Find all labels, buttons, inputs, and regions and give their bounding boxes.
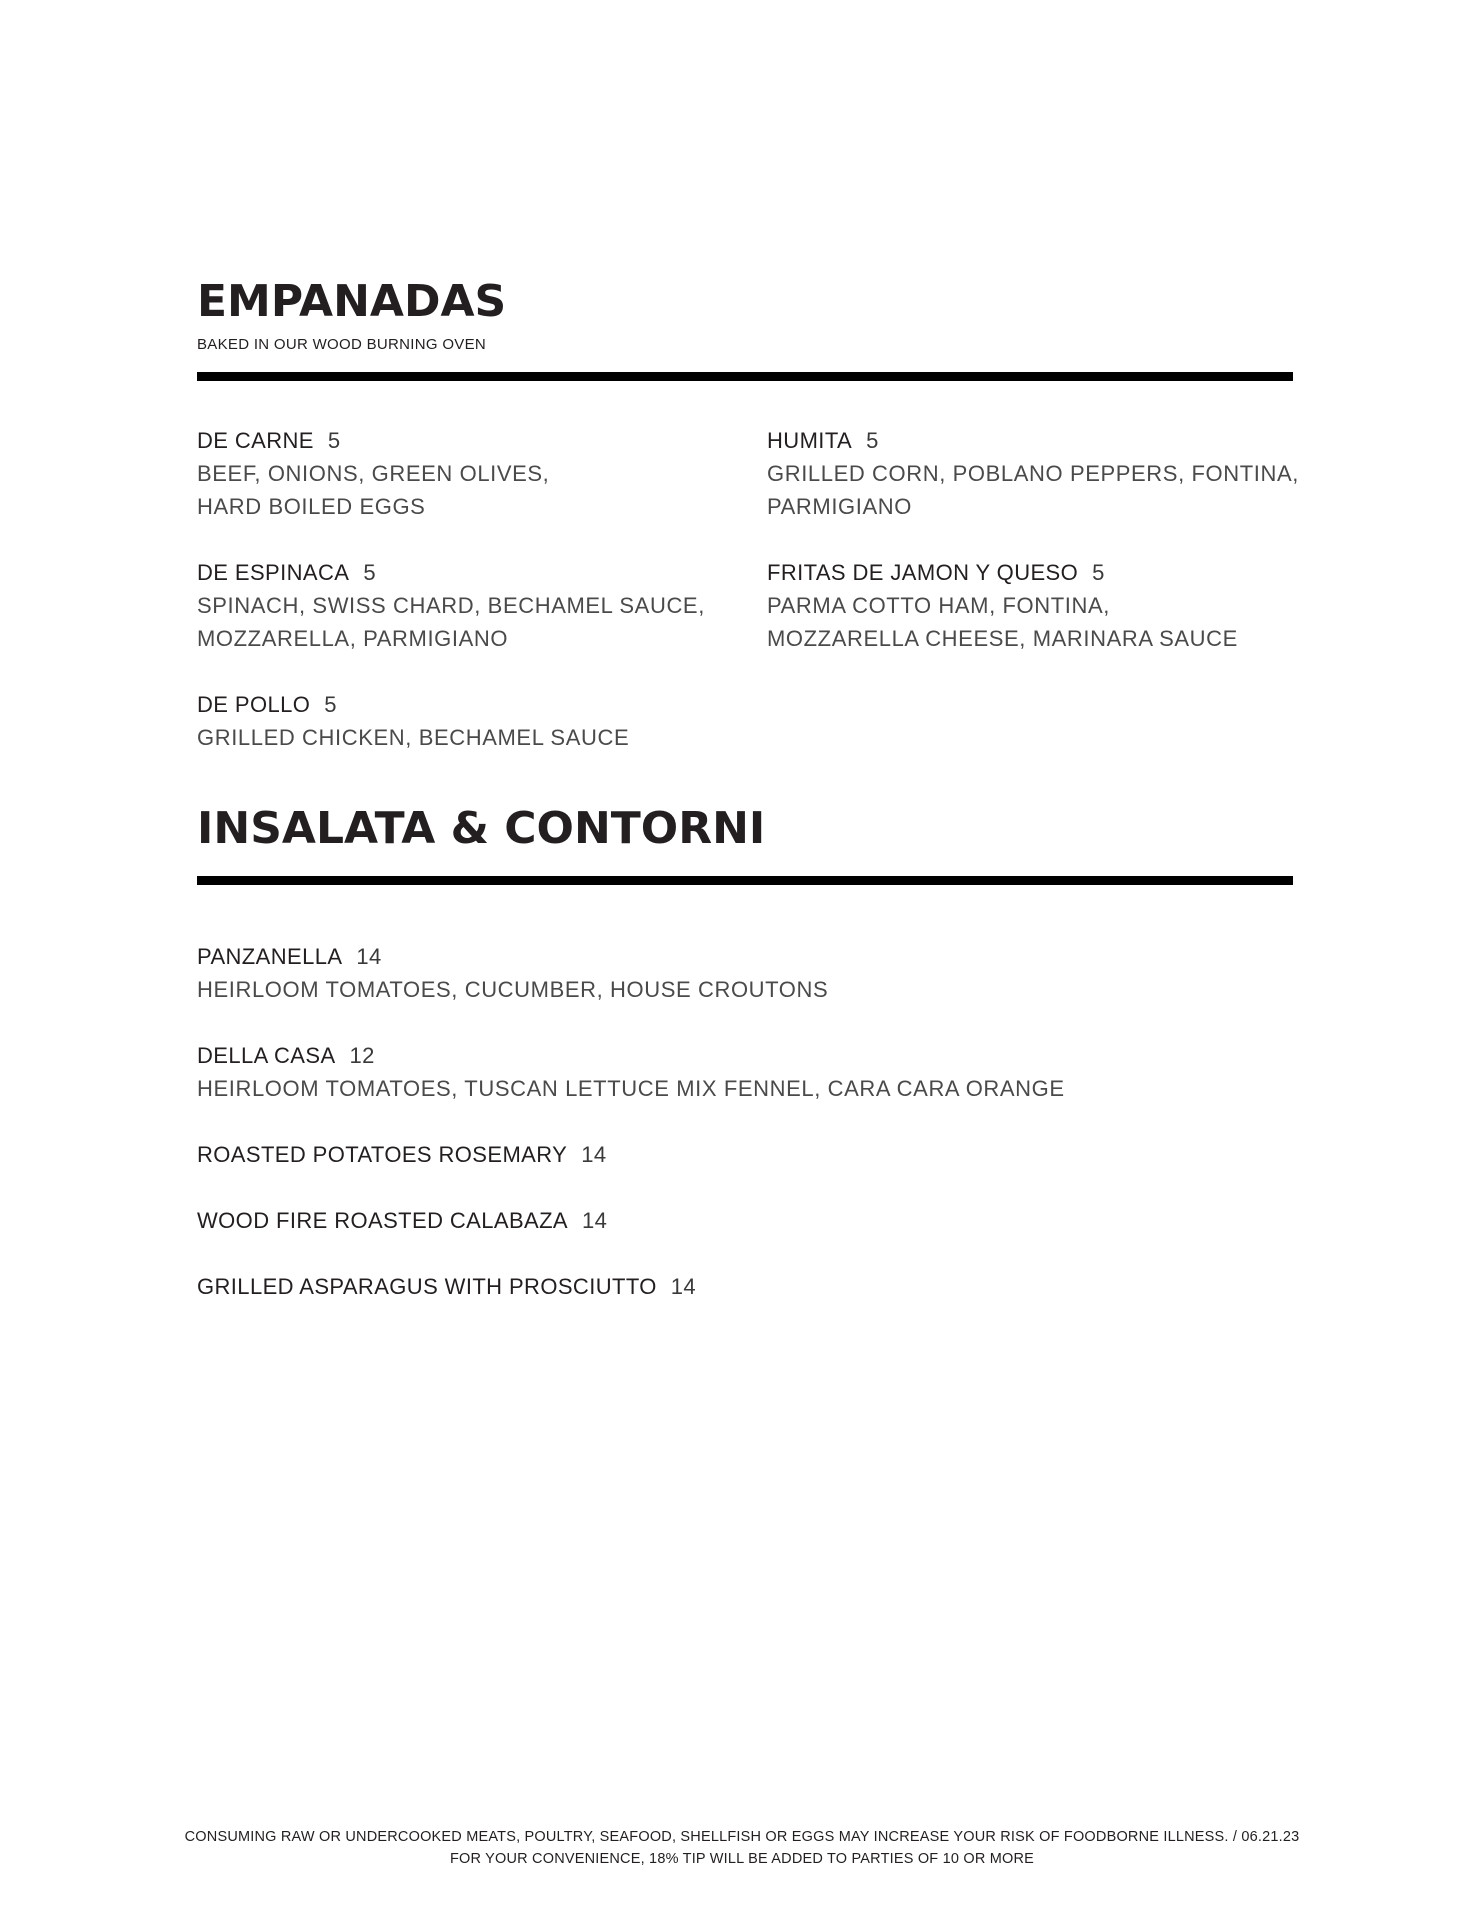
item-name: WOOD FIRE ROASTED CALABAZA: [197, 1208, 569, 1233]
item-price: 14: [581, 1142, 607, 1167]
item-name: PANZANELLA: [197, 944, 343, 969]
item-name: ROASTED POTATOES ROSEMARY: [197, 1142, 568, 1167]
item-name: DE CARNE: [197, 428, 314, 453]
item-price: 12: [349, 1043, 375, 1068]
footer-disclaimer: CONSUMING RAW OR UNDERCOOKED MEATS, POULTRY, SEAFOOD, SHELLFISH OR EGGS MAY INCREASE YOUR RISK OF FOODBORNE ILLNESS. / 06.21.23: [184, 1829, 1300, 1845]
item-description: BEEF, ONIONS, GREEN OLIVES,: [197, 461, 550, 486]
menu-item-della-casa: [197, 1039, 1065, 1105]
insalata-divider: [197, 876, 1293, 885]
item-price: 5: [866, 428, 879, 453]
empanadas-divider: [197, 372, 1293, 381]
item-price: 5: [1092, 560, 1105, 585]
item-name: DELLA CASA: [197, 1043, 336, 1068]
item-name: DE POLLO: [197, 692, 311, 717]
menu-item-de-espinaca: [197, 556, 705, 655]
item-description: PARMA COTTO HAM, FONTINA,: [767, 593, 1110, 618]
item-name: FRITAS DE JAMON Y QUESO: [767, 560, 1079, 585]
empanadas-subtitle: BAKED IN OUR WOOD BURNING OVEN: [197, 336, 487, 353]
menu-item-grilled-asparagus-with-prosciutto: [197, 1270, 696, 1303]
item-price: 5: [363, 560, 376, 585]
item-description: SPINACH, SWISS CHARD, BECHAMEL SAUCE,: [197, 593, 705, 618]
menu-item-humita: [767, 424, 1299, 523]
item-name: DE ESPINACA: [197, 560, 350, 585]
item-description: MOZZARELLA, PARMIGIANO: [197, 626, 509, 651]
menu-item-panzanella: [197, 940, 828, 1006]
item-description: GRILLED CHICKEN, BECHAMEL SAUCE: [197, 725, 630, 750]
item-price: 5: [324, 692, 337, 717]
item-price: 14: [356, 944, 382, 969]
item-price: 14: [582, 1208, 608, 1233]
item-price: 5: [327, 428, 341, 453]
menu-item-de-pollo: [197, 688, 629, 754]
menu-item-roasted-potatoes-rosemary: [197, 1138, 607, 1171]
item-description: HEIRLOOM TOMATOES, CUCUMBER, HOUSE CROUTONS: [197, 977, 829, 1002]
item-description: GRILLED CORN, POBLANO PEPPERS, FONTINA,: [767, 461, 1299, 486]
empanadas-title: EMPANADAS: [197, 276, 507, 327]
footer-tip-notice: FOR YOUR CONVENIENCE, 18% TIP WILL BE ADDED TO PARTIES OF 10 OR MORE: [449, 1851, 1035, 1867]
menu-item-de-carne: [197, 424, 549, 523]
item-price: 14: [670, 1274, 697, 1299]
item-description: HEIRLOOM TOMATOES, TUSCAN LETTUCE MIX FENNEL, CARA CARA ORANGE: [197, 1076, 1065, 1101]
menu-item-fritas-de-jamon-y-queso: [767, 556, 1238, 655]
item-name: GRILLED ASPARAGUS WITH PROSCIUTTO: [197, 1274, 657, 1299]
item-name: HUMITA: [767, 428, 853, 453]
item-description: HARD BOILED EGGS: [197, 494, 426, 519]
menu-item-wood-fire-roasted-calabaza: [197, 1204, 607, 1237]
item-description: PARMIGIANO: [767, 494, 912, 519]
item-description: MOZZARELLA CHEESE, MARINARA SAUCE: [767, 626, 1238, 651]
insalata-title: INSALATA & CONTORNI: [197, 803, 766, 854]
